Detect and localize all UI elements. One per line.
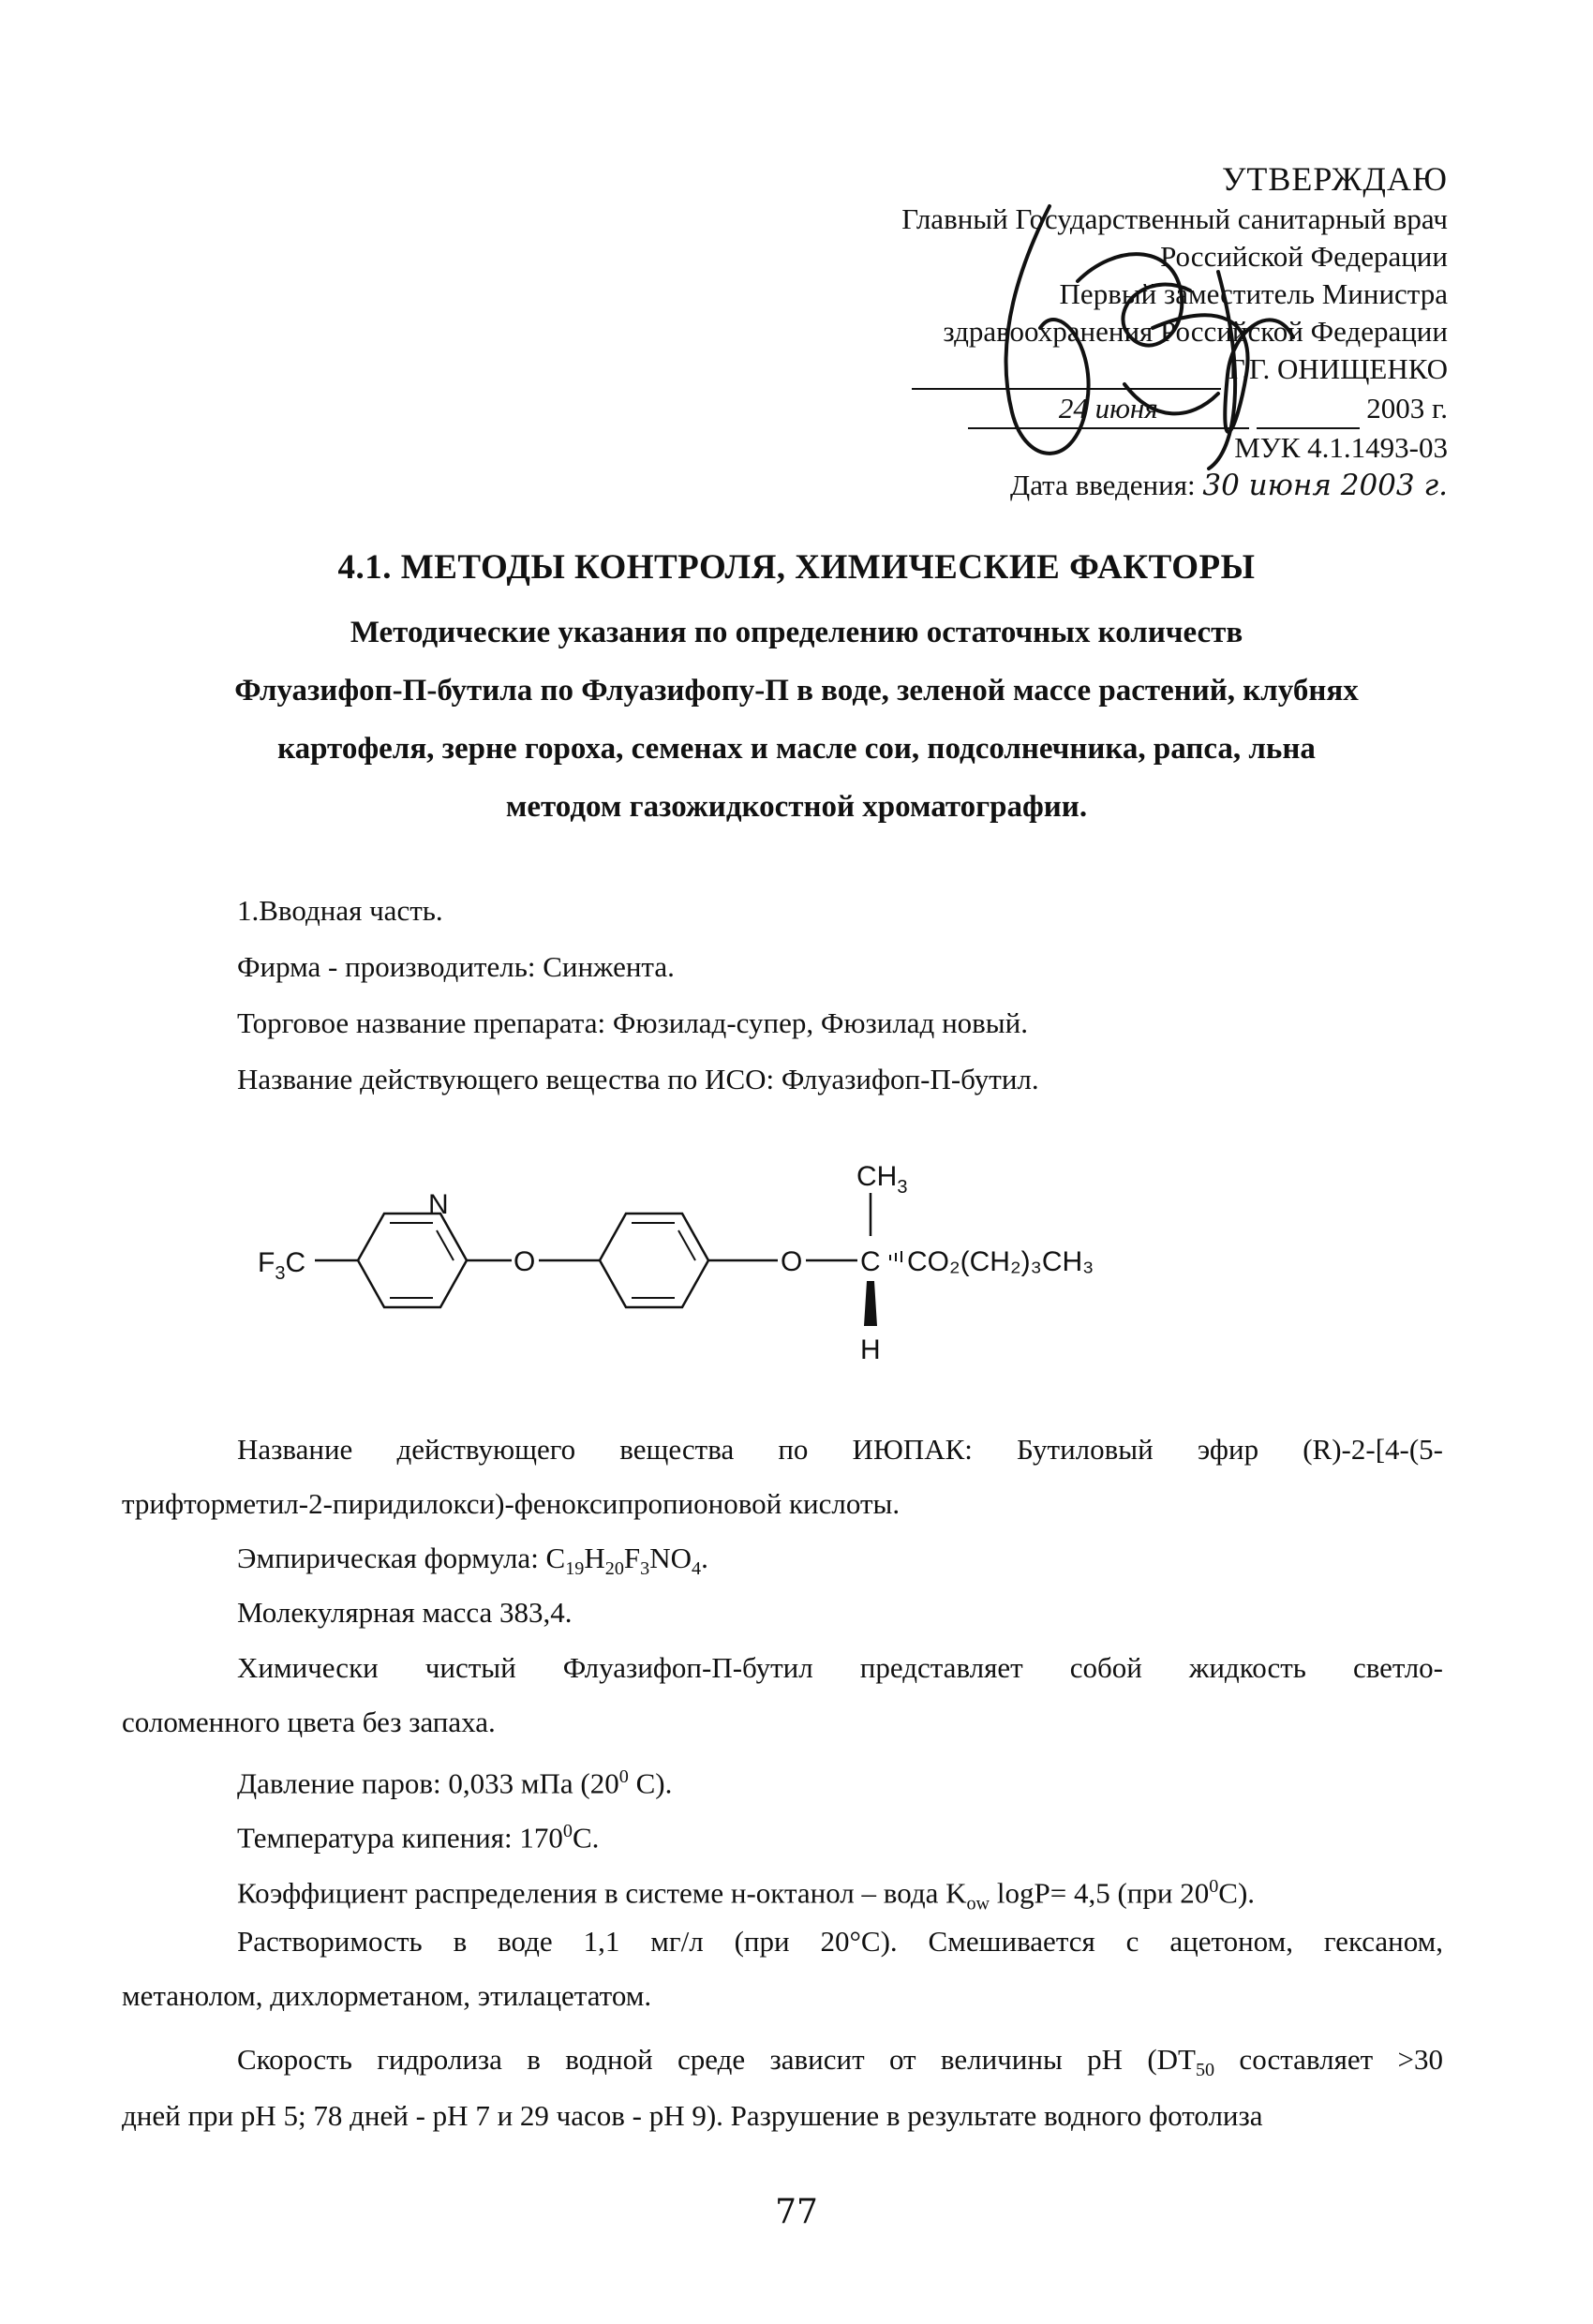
vapor-degree: 0 [618,1766,629,1787]
iupac-line-1: Название действующего вещества по ИЮПАК: Бутиловый эфир (R)-2-[4-(5- [237,1433,1443,1466]
description-line-2: соломенного цвета без запаха. [122,1706,496,1738]
doc-title-line-2: Флуазифоп-П-бутила по Флуазифопу-П в воде, зеленой массе растений, клубнях [234,674,1359,708]
iupac-line-2: трифторметил-2-пиридилокси)-феноксипропионовой кислоты. [122,1487,901,1520]
ether-oxygen-1: O [514,1246,536,1277]
solubility-line-1: Растворимость в воде 1,1 мг/л (при 20°С). Смешивается с ацетоном, гексаном, [237,1925,1443,1958]
page-number: 77 [775,2193,818,2231]
iso-name-line: Название действующего вещества по ИСО: Флуазифоп-П-бутил. [237,1063,1039,1095]
intro-date-value: 30 июня 2003 г. [1202,469,1448,502]
doc-title-line-4: методом газожидкостной хроматографии. [505,790,1088,824]
hydrolysis-text-b: составляет >30 [1214,2043,1443,2076]
formula-h-count: 20 [604,1558,624,1580]
formula-f-count: 3 [640,1558,650,1580]
approval-line-1: Главный Государственный санитарный врач [901,202,1448,235]
solubility-line-2: метанолом, дихлорметаном, этилацетатом. [122,1979,652,2012]
boiling-end: С. [572,1821,600,1855]
approval-line-3: Первый заместитель Министра [1059,277,1448,310]
partition-sub: ow [966,1893,990,1914]
formula-end: . [701,1542,708,1574]
signature-blank [912,350,1221,390]
vapor-text: Давление паров: 0,033 мПа (20 [237,1766,619,1800]
signatory-name: Г.Г. ОНИЩЕНКО [1228,352,1448,385]
empirical-formula [237,1540,708,1587]
ester-group: CO₂(CH₂)₃CH₃ [907,1246,1094,1277]
signatory-line [792,350,1448,390]
partition-degree: 0 [1209,1876,1219,1897]
methyl-group: $CH_3$ [856,1161,908,1198]
vapor-pressure [237,1758,672,1802]
intro-date-label: Дата введения: [1010,469,1196,501]
description-line-1: Химически чистый Флуазифоп-П-бутил представляет собой жидкость светло- [237,1651,1443,1684]
hydrolysis-line-1 [237,2041,1443,2089]
formula-f: F [623,1542,641,1574]
approval-date-line [792,390,1448,429]
structural-formula [253,1129,1190,1373]
partition-mid: logP= 4,5 (при 20 [990,1876,1210,1910]
nitrogen-atom: N [428,1189,449,1220]
boiling-text: Температура кипения: 170 [237,1821,563,1855]
approval-line-4: здравоохранения Российской Федерации [943,315,1448,348]
formula-no: NO [649,1542,692,1574]
approval-date-blank [1257,390,1360,429]
doc-number: МУК 4.1.1493-03 [1234,431,1448,464]
approval-line-2: Российской Федерации [1160,240,1448,273]
molar-mass: Молекулярная масса 383,4. [237,1596,573,1629]
approval-date-handwritten: 24 июня [968,390,1249,429]
partition-end: С). [1218,1876,1256,1910]
benzene-ring [600,1214,708,1307]
formula-h: H [584,1542,605,1574]
manufacturer-line: Фирма - производитель: Синжента. [237,950,675,983]
f3c-label: $F_3C$ [258,1247,306,1284]
partition-text: Коэффициент распределения в системе н-октанол – вода K [237,1876,967,1910]
formula-label: Эмпирическая формула: C [237,1542,566,1574]
formula-o-count: 4 [692,1558,702,1580]
partition-coefficient [237,1868,1255,1923]
hydrolysis-line-2: дней при pH 5; 78 дней - pH 7 и 29 часов - pH 9). Разрушение в результате водного фотолиза [122,2099,1263,2132]
hydrogen-atom: H [860,1334,881,1365]
approval-block [792,157,1448,504]
formula-c-count: 19 [565,1558,585,1580]
intro-date-line [792,467,1448,504]
section-title: 4.1. МЕТОДЫ КОНТРОЛЯ, ХИМИЧЕСКИЕ ФАКТОРЫ [337,548,1256,587]
pyridine-ring [358,1214,467,1307]
boiling-degree: 0 [562,1821,573,1841]
boiling-point [237,1812,599,1856]
vapor-end: С). [628,1766,673,1800]
doc-title-line-3: картофеля, зерне гороха, семенах и масле сои, подсолнечника, рапса, льна [277,732,1316,766]
approval-year: 2003 г. [1366,392,1448,425]
intro-heading: 1.Вводная часть. [237,894,443,927]
approval-heading: УТВЕРЖДАЮ [1221,160,1448,198]
hydrolysis-dt50-sub: 50 [1195,2060,1215,2081]
ether-oxygen-2: O [781,1246,803,1277]
chiral-carbon: C [860,1246,881,1277]
trade-name-line: Торговое название препарата: Фюзилад-супер, Фюзилад новый. [237,1006,1028,1039]
hydrolysis-text-a: Скорость гидролиза в водной среде зависит от величины pH (DT [237,2043,1196,2076]
doc-title-line-1: Методические указания по определению остаточных количеств [350,616,1243,649]
document-title [141,603,1452,836]
